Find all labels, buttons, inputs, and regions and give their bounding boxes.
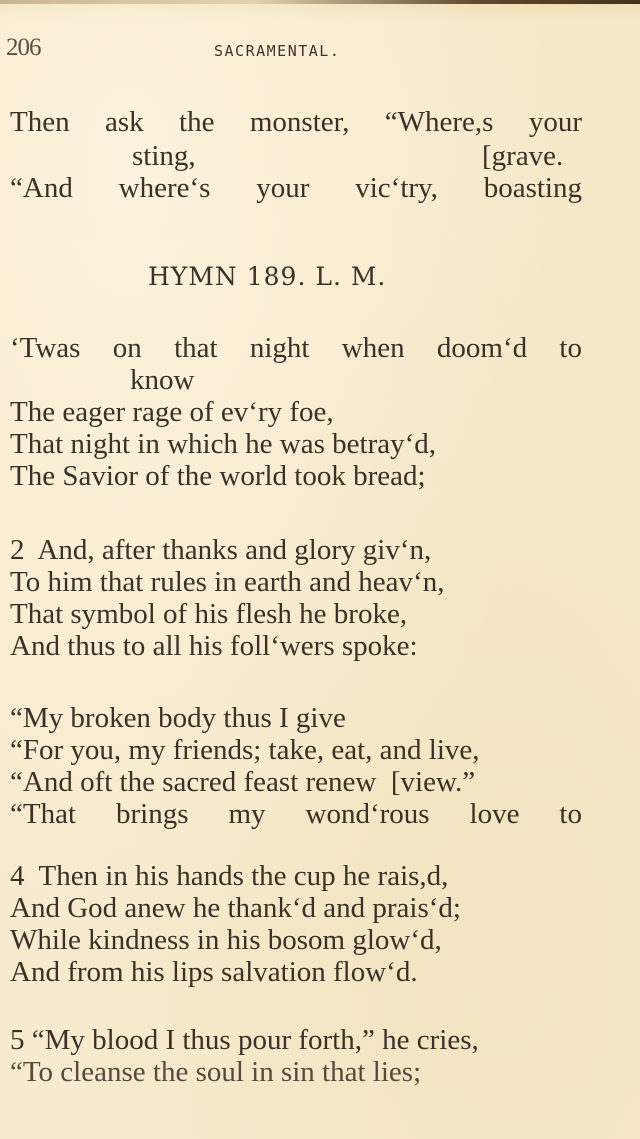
verse-line: The eager rage of ev‘ry foe, xyxy=(10,396,334,428)
verse-line: “And where‘s your vic‘try, boasting xyxy=(10,172,582,204)
hymn-title: HYMN 189. L. M. xyxy=(148,262,387,291)
verse-line: The Savior of the world took bread; xyxy=(10,460,426,492)
page-number: 206 xyxy=(6,34,41,61)
running-head xyxy=(0,34,640,64)
verse-line: 5 “My blood I thus pour forth,” he cries, xyxy=(10,1024,479,1056)
verse-line: Then ask the monster, “Where,s your xyxy=(10,106,582,138)
verse-line: “And oft the sacred feast renew [view.” xyxy=(10,766,476,798)
section-title: SACRAMENTAL. xyxy=(214,42,341,60)
verse-line: And from his lips salvation flow‘d. xyxy=(10,956,418,988)
verse-line: “That brings my wond‘rous love to xyxy=(10,798,582,830)
verse-line: “To cleanse the soul in sin that lies; xyxy=(10,1056,422,1088)
page-top-edge xyxy=(0,0,640,4)
verse-line: That night in which he was betray‘d, xyxy=(10,428,437,460)
verse-line: That symbol of his flesh he broke, xyxy=(10,598,408,630)
verse-line: “For you, my friends; take, eat, and live, xyxy=(10,734,480,766)
verse-line: And thus to all his foll‘wers spoke: xyxy=(10,630,418,662)
verse-line-turnover: [grave. xyxy=(482,140,564,172)
verse-line: 2 And, after thanks and glory giv‘n, xyxy=(10,534,432,566)
verse-line-turnover: sting, xyxy=(132,140,196,172)
verse-line-turnover: know xyxy=(130,364,195,396)
verse-line: While kindness in his bosom glow‘d, xyxy=(10,924,442,956)
verse-line: “My broken body thus I give xyxy=(10,702,346,734)
verse-line: To him that rules in earth and heav‘n, xyxy=(10,566,445,598)
verse-line: 4 Then in his hands the cup he rais,d, xyxy=(10,860,449,892)
verse-line: ‘Twas on that night when doom‘d to xyxy=(10,332,582,364)
verse-line: And God anew he thank‘d and prais‘d; xyxy=(10,892,461,924)
